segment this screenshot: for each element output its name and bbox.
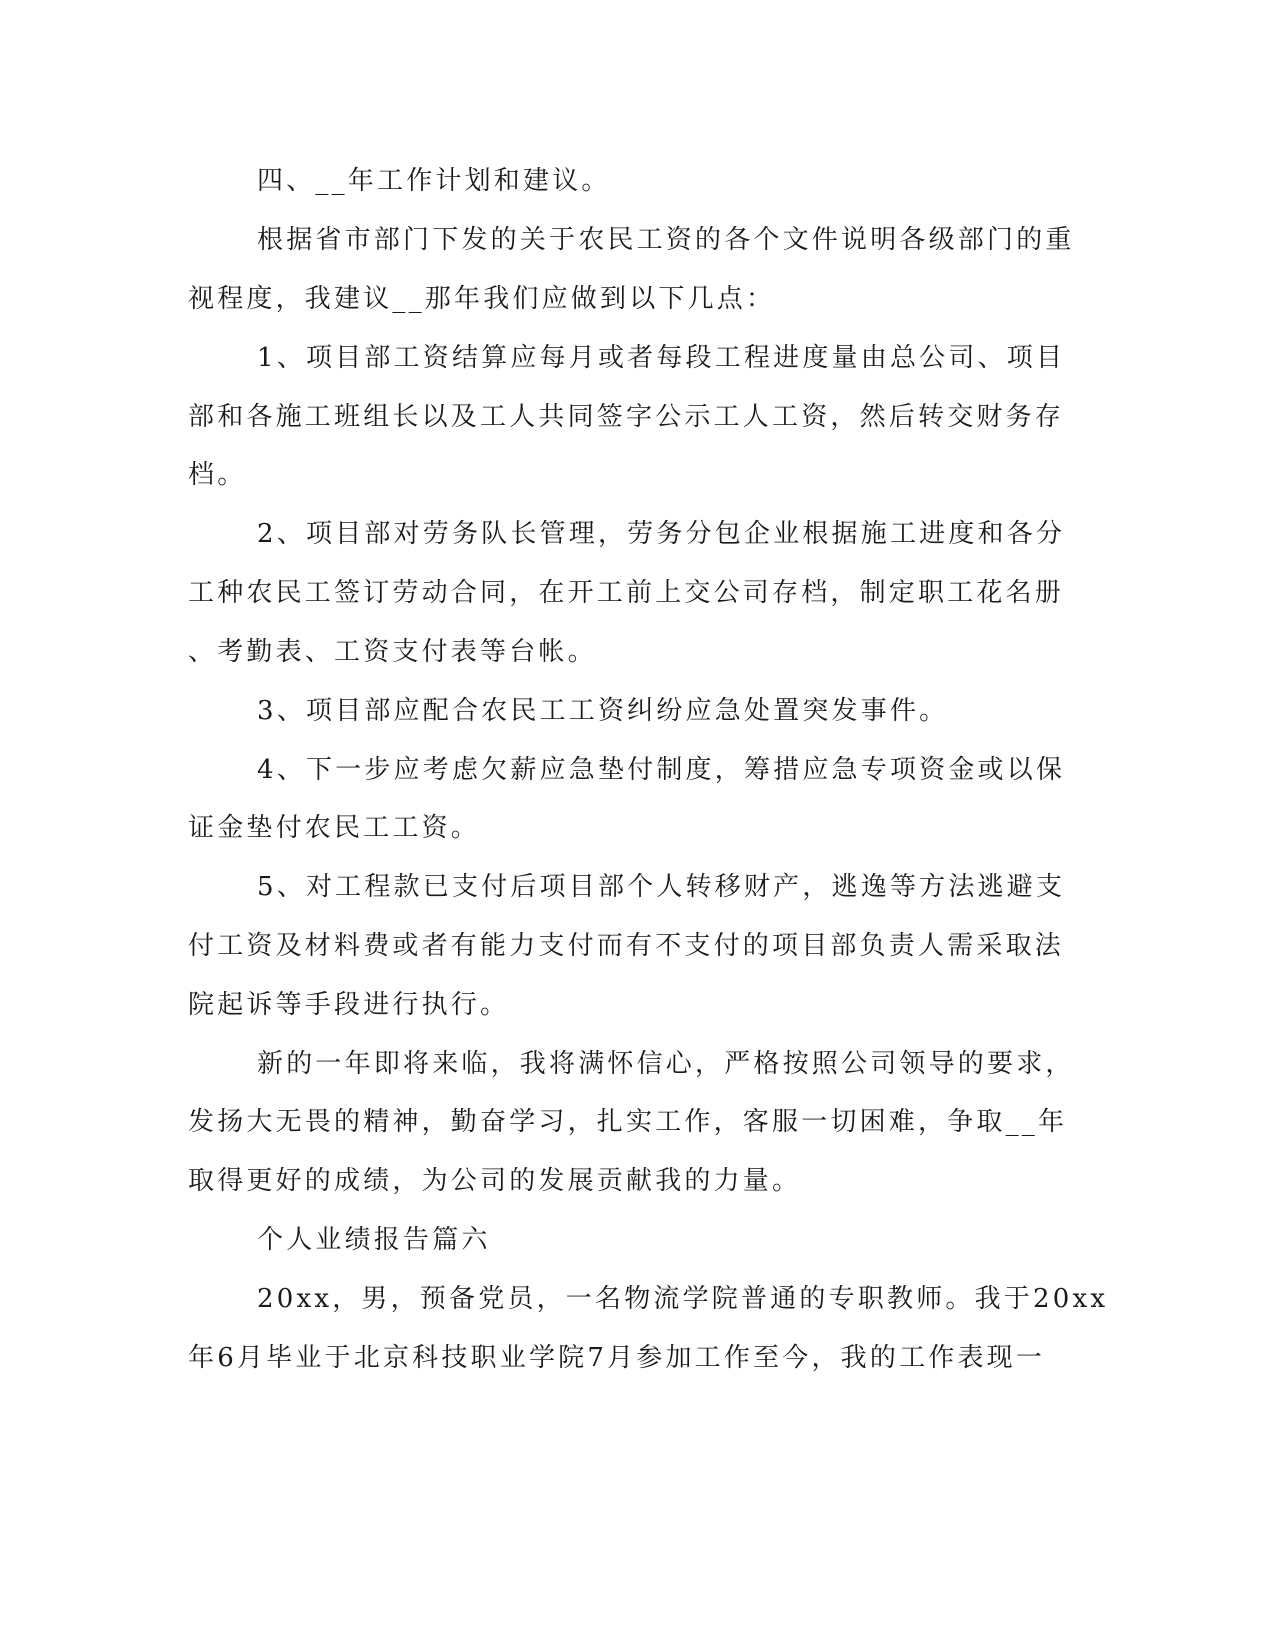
section-heading: 四、__年工作计划和建议。 [257, 166, 611, 196]
list-item-line: 付工资及材料费或者有能力支付而有不支付的项目部负责人需采取法 [188, 931, 1065, 961]
list-item-line: 工种农民工签订劳动合同，在开工前上交公司存档，制定职工花名册 [188, 578, 1065, 608]
list-item-line: 部和各施工班组长以及工人共同签字公示工人工资，然后转交财务存 [188, 402, 1065, 432]
list-item-line: 档。 [188, 460, 247, 490]
list-item-line: 3、项目部应配合农民工工资纠纷应急处置突发事件。 [257, 696, 949, 726]
paragraph-line: 新的一年即将来临，我将满怀信心，严格按照公司领导的要求， [257, 1049, 1075, 1079]
list-item-line: 证金垫付农民工工资。 [188, 813, 481, 843]
list-item-line: 4、下一步应考虑欠薪应急垫付制度，筹措应急专项资金或以保 [257, 755, 1066, 785]
list-item-line: 院起诉等手段进行执行。 [188, 990, 510, 1020]
list-item-line: 2、项目部对劳务队长管理，劳务分包企业根据施工进度和各分 [257, 519, 1066, 549]
paragraph-line: 发扬大无畏的精神，勤奋学习，扎实工作，客服一切困难，争取__年 [188, 1107, 1068, 1137]
paragraph-line: 20xx，男，预备党员，一名物流学院普通的专职教师。我于20xx [257, 1284, 1109, 1314]
paragraph-line: 取得更好的成绩，为公司的发展贡献我的力量。 [188, 1166, 802, 1196]
paragraph-line: 年6月毕业于北京科技职业学院7月参加工作至今，我的工作表现一 [188, 1343, 1046, 1373]
section-title: 个人业绩报告篇六 [257, 1225, 491, 1255]
paragraph-line: 根据省市部门下发的关于农民工资的各个文件说明各级部门的重 [257, 225, 1075, 255]
list-item-line: 5、对工程款已支付后项目部个人转移财产，逃逸等方法逃避支 [257, 872, 1066, 902]
paragraph-line: 视程度，我建议__那年我们应做到以下几点： [188, 284, 776, 314]
list-item-line: 1、项目部工资结算应每月或者每段工程进度量由总公司、项目 [257, 343, 1066, 373]
list-item-line: 、考勤表、工资支付表等台帐。 [188, 637, 597, 667]
